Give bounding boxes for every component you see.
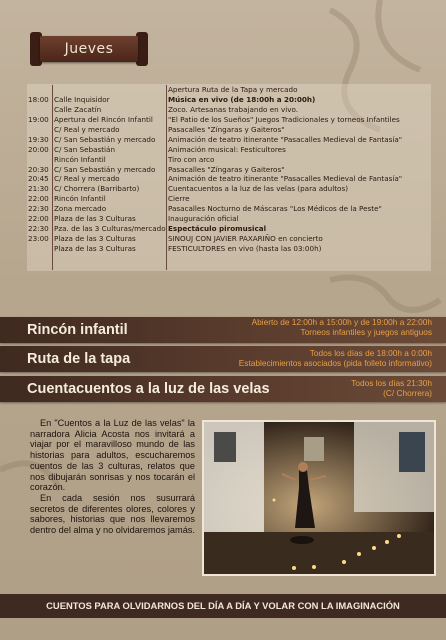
schedule-place: C/ San Sebastián y mercado — [54, 164, 156, 174]
schedule-row — [28, 184, 431, 194]
schedule-time: 20:30 — [28, 164, 49, 174]
storytelling-description — [30, 418, 195, 536]
section-info-line: Todos los días de 18:00h a 0:00h — [309, 348, 432, 358]
day-banner — [30, 32, 148, 66]
schedule-place: C/ Real y mercado — [54, 124, 120, 134]
section-title-cuentacuentos: Cuentacuentos a la luz de las velas — [27, 381, 270, 397]
schedule-place: C/ Chorrera (Barribarto) — [54, 184, 140, 194]
schedule-row — [28, 224, 431, 234]
schedule-place: Rincón Infantil — [54, 194, 106, 204]
schedule-row — [28, 174, 431, 184]
schedule-time: 18:00 — [28, 94, 49, 104]
schedule-event: Animación de teatro itinerante "Pasacalles Medieval de Fantasía" — [168, 174, 403, 184]
schedule-time: 22:30 — [28, 204, 49, 214]
section-title-rincon: Rincón infantil — [27, 322, 128, 338]
schedule-place: Pza. de las 3 Culturas/mercado — [54, 224, 166, 234]
schedule-event: FESTICULTORES en vivo (hasta las 03:00h) — [168, 244, 322, 253]
schedule-row — [28, 204, 431, 214]
section-info-rincon — [252, 317, 432, 337]
section-info-ruta — [239, 348, 432, 368]
schedule-event: Animación musical: Festicultores — [168, 144, 286, 154]
schedule-event: Cierre — [168, 194, 190, 204]
schedule-time: 21:30 — [28, 184, 49, 194]
schedule-event: Espectáculo piromusical — [168, 224, 267, 234]
schedule-time: 22:30 — [28, 224, 49, 234]
schedule-time: 22:00 — [28, 214, 49, 224]
schedule-place: Calle Inquisidor — [54, 94, 110, 104]
footer-slogan: CUENTOS PARA OLVIDARNOS DEL DÍA A DÍA Y VOLAR CON LA IMAGINACIÓN — [46, 600, 400, 611]
section-info-line: Abierto de 12:00h a 15:00h y de 19:00h a 22:00h — [251, 317, 432, 327]
schedule-place: Plaza de las 3 Culturas — [54, 214, 136, 224]
schedule-event: Tiro con arco — [168, 154, 215, 164]
storyteller-photo-illustration — [204, 422, 434, 574]
schedule-row — [28, 244, 431, 254]
schedule-place: Plaza de las 3 Culturas — [54, 234, 136, 244]
schedule-row — [28, 155, 431, 165]
schedule-event: Pasacalles Nocturno de Máscaras "Los Médicos de la Peste" — [168, 204, 382, 214]
section-info-cuentacuentos — [351, 378, 432, 398]
schedule-row — [28, 145, 431, 155]
schedule-row — [28, 105, 431, 115]
schedule-row — [28, 95, 431, 105]
schedule-event: "El Patio de los Sueños" Juegos Tradicionales y torneos Infantiles — [168, 114, 400, 124]
schedule-row — [28, 85, 431, 95]
schedule-time: 19:00 — [28, 114, 49, 124]
story-paragraph: En "Cuentos a la Luz de las velas" la narradora Alicia Acosta nos invitará a viajar por el maravilloso mundo de las historias para adultos, escucharemos cuentos de las 3 culturas, relatos que nos dibujarán sonrisas y nos tocarán el corazón. — [30, 418, 195, 493]
schedule-time: 23:00 — [28, 234, 49, 244]
section-info-line: Establecimientos asociados (pida folleto informativo) — [238, 358, 432, 368]
schedule-event: Pasacalles "Zíngaras y Gaiteros" — [168, 124, 285, 134]
schedule-place: C/ Real y mercado — [54, 174, 120, 184]
day-title: Jueves — [64, 41, 114, 57]
schedule-place: Zona mercado — [54, 204, 107, 214]
schedule-row — [28, 214, 431, 224]
schedule-place: Apertura del Rincón Infantil — [54, 114, 153, 124]
schedule-place: Rincón Infantil — [54, 154, 106, 164]
schedule-time: 20:00 — [28, 144, 49, 154]
schedule-table — [28, 85, 431, 254]
schedule-time: 19:30 — [28, 134, 49, 144]
section-info-line: Todos los días 21:30h — [351, 378, 432, 388]
schedule-event: Cuentacuentos a la luz de las velas (para adultos) — [168, 184, 348, 194]
schedule-row — [28, 115, 431, 125]
schedule-row — [28, 194, 431, 204]
section-title-ruta: Ruta de la tapa — [27, 351, 131, 367]
schedule-event: SINOUJ CON JAVIER PAXARIÑO en concierto — [168, 234, 323, 244]
schedule-event: Animación de teatro itinerante "Pasacalles Medieval de Fantasía" — [168, 134, 403, 144]
schedule-place: Plaza de las 3 Culturas — [54, 244, 136, 253]
schedule-event: Apertura Ruta de la Tapa y mercado — [168, 85, 298, 94]
storyteller-photo — [202, 420, 436, 576]
schedule-row — [28, 125, 431, 135]
schedule-time: 20:45 — [28, 174, 49, 184]
schedule-place: C/ San Sebastián y mercado — [54, 134, 156, 144]
schedule-row — [28, 135, 431, 145]
schedule-event: Música en vivo (de 18:00h a 20:00h) — [168, 94, 316, 104]
schedule-row — [28, 165, 431, 175]
schedule-time: 22:00 — [28, 194, 49, 204]
schedule-row — [28, 234, 431, 244]
section-info-line: Torneos infantiles y juegos antiguos — [300, 327, 432, 337]
schedule-event: Pasacalles "Zíngaras y Gaiteros" — [168, 164, 285, 174]
schedule-place: C/ San Sebastián — [54, 144, 116, 154]
section-info-line: (C/ Chorrera) — [383, 388, 432, 398]
schedule-place: Calle Zacatín — [54, 104, 102, 114]
story-paragraph: En cada sesión nos susurrará secretos de diferentes olores, colores y sabores, historias que nos llevaremos dentro del alma y no olvidaremos jamás. — [30, 492, 195, 536]
schedule-event: Inauguración oficial — [168, 214, 239, 224]
schedule-event: Zoco. Artesanas trabajando en vivo. — [168, 104, 299, 114]
